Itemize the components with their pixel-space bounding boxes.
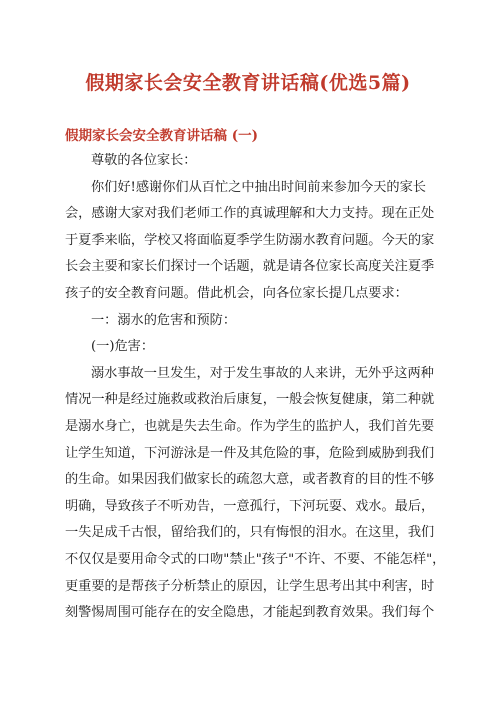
paragraph-line: 的生命。如果因我们做家长的疏忽大意，或者教育的目的性不够: [65, 472, 435, 488]
body-text: [65, 148, 446, 627]
paragraph-line: 会，感谢大家对我们老师工作的真诚理解和大力支持。现在正处: [65, 206, 435, 222]
section-heading: 假期家长会安全教育讲话稿 (一): [65, 128, 258, 144]
paragraph-line: (一)危害：: [91, 339, 155, 355]
document-title: 假期家长会安全教育讲话稿(优选5篇): [85, 72, 411, 94]
paragraph-line: 不仅仅是要用命令式的口吻"禁止"孩子"不许、不要、不能怎样"，: [65, 551, 446, 567]
paragraph-line: 让学生知道，下河游泳是一件及其危险的事，危险到威胁到我们: [65, 445, 435, 461]
paragraph-line: 长会主要和家长们探讨一个话题，就是请各位家长高度关注夏季: [65, 259, 435, 275]
paragraph-line: 明确，导致孩子不听劝告，一意孤行，下河玩耍、戏水。最后，: [65, 498, 435, 514]
paragraph-line: 是溺水身亡，也就是失去生命。作为学生的监护人，我们首先要: [65, 418, 435, 434]
paragraph-line: 一失足成千古恨，留给我们的，只有悔恨的泪水。在这里，我们: [65, 525, 435, 541]
paragraph-line: 情况一种是经过施救或救治后康复，一般会恢复健康，第二种就: [65, 392, 435, 408]
paragraph-line: 溺水事故一旦发生，对于发生事故的人来讲，无外乎这两种: [91, 365, 434, 381]
paragraph-line: 刻警惕周围可能存在的安全隐患，才能起到教育效果。我们每个: [65, 605, 435, 621]
paragraph-line: 尊敬的各位家长：: [91, 153, 197, 168]
paragraph-line: 你们好!感谢你们从百忙之中抽出时间前来参加今天的家长: [91, 179, 426, 195]
paragraph-line: 一：溺水的危害和预防：: [91, 312, 237, 328]
paragraph-line: 于夏季来临，学校又将面临夏季学生防溺水教育问题。今天的家: [65, 232, 435, 248]
paragraph-line: 更重要的是帮孩子分析禁止的原因，让学生思考出其中利害，时: [65, 578, 435, 594]
paragraph-line: 孩子的安全教育问题。借此机会，向各位家长提几点要求：: [65, 285, 408, 301]
